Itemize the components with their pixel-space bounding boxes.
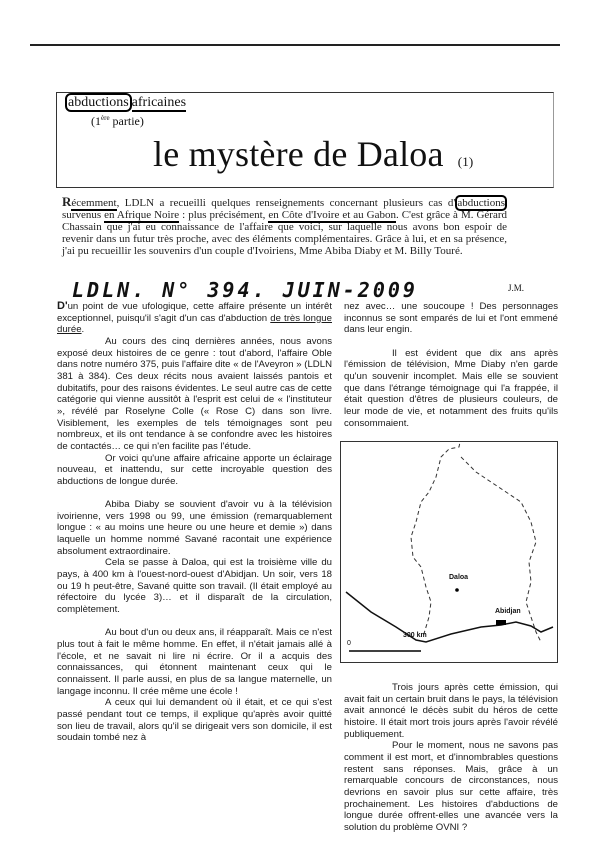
paragraph: Pour le moment, nous ne savons pas comment il est mort, et d'innombrables questions restent sans réponses. Mais, grâce à un remarquable concours de circonstances, nous devrions en savoir plus sur cette affaire, très prochainement. Les histoires d'abductions de longue durée offrent-elles une avancée vers la solution du problème OVNI ? — [344, 740, 558, 833]
paragraph: Trois jours après cette émission, qui avait fait un certain bruit dans le pays, la télévision avait annoncé le décès subit du héros de cette histoire. Il était mort trois jours après l'avoir révélé publiquement. — [344, 682, 558, 740]
map-figure — [340, 441, 558, 663]
intro-paragraph — [62, 196, 507, 257]
scale-zero: 0 — [347, 640, 351, 647]
paragraph: Or voici qu'une affaire africaine apporte un éclairage nouveau, et inattendu, sur cette incroyable question des abductions de longue durée. — [57, 452, 332, 487]
scale-label: 300 km — [403, 632, 427, 639]
paragraph: Au bout d'un ou deux ans, il réapparaît. Mais ce n'est plus tout à fait le même homme. En effet, il n'était jamais allé à l'école, et ne savait ni lire ni écrire. Or il a acquis des connaissances, qui étonnent maintenant ceux qui le connaissent. Il parle aussi, en plus de sa langue maternelle, un langage inconnu. Il crée même une école ! — [57, 627, 332, 697]
paragraph: A ceux qui lui demandent où il était, et ce qui s'est passé pendant tout ce temps, il explique qu'après avoir quitté son lieu de travail, alors qu'il se dirigeait vers son domicile, il est soudain tombé nez à — [57, 697, 332, 744]
border-line — [411, 442, 461, 637]
intro-underlined: écemment — [71, 197, 117, 209]
map-label-daloa: Daloa — [449, 574, 469, 581]
paragraph — [57, 301, 332, 336]
kicker-word: africaines — [131, 95, 187, 110]
paragraph: Au cours des cinq dernières années, nous avons exposé deux histoires de ce genre : tout d'abord, l'affaire Oble dans notre numéro 375, puis l'affaire dite « de l'Aveyron » (LDLN 381 à 384). Ces deux récits nous avaient laissés pantois et dubitatifs, pour des raisons évidentes. Le seul autre cas de cette catégorie qui vienne aussitôt à l'esprit est celui de « l'instituteur », révélé par Roselyne Colle (« Rose C) dans son livre. Visiblement, les exemples de tels témoignages sont peu nombreux, et ils ont tendance à se confondre avec les histoires de contactés… ce qui n'en facilite pas l'étude. — [57, 335, 332, 452]
intro-text: , LDLN a recueilli quelques renseignements concernant plusieurs cas d' — [116, 197, 456, 209]
daloa-dot — [455, 588, 459, 592]
page-title — [153, 133, 473, 183]
intro-text: . C'est grâce à M. Gérard Chassain que j'ai eu connaissance de l'affaire que voici, sur laquelle nous avons bon espoir de revenir dans un futur très proche, avec des éléments complémentaires. Grâce à lui, et en sa présence, j'ai pu recueillir les souvenirs d'un couple d'Ivoiriens, Mme Abiba Diaby et M. Billy Touré. — [62, 209, 508, 257]
paragraph: Il est évident que dix ans après l'émission de télévision, Mme Diaby n'en garde qu'un souvenir incomplet. Mais elle se souvient que dans l'étrange témoignage qui l'a frappée, il était question d'êtres de plusieurs couleurs, de leur mode de vie, et notamment des fruits qu'ils consommaient. — [344, 347, 558, 429]
abidjan-marker — [496, 620, 506, 625]
paragraph: Cela se passe à Daloa, qui est la troisième ville du pays, à 400 km à l'ouest-nord-ouest d'Abidjan. Un soir, vers 18 ou 19 h peut-être, Savané quitte son travail. (Il était employé au réfectoire du lycée 3)… et il disparaît de la circulation, complètement. — [57, 557, 332, 615]
title-box — [56, 92, 554, 188]
section-kicker — [65, 95, 186, 111]
handwritten-reference: LDLN. N° 394. JUIN-2009 — [72, 278, 418, 302]
intro-underlined: en Côte d'Ivoire et au Gabon — [268, 209, 396, 221]
intro-text: survenus — [62, 209, 105, 221]
part-open: (1 — [91, 114, 101, 128]
text: . — [81, 324, 85, 336]
part-close: partie) — [109, 114, 144, 128]
dropcap: D' — [57, 300, 68, 312]
dropcap: R — [62, 194, 72, 209]
map-label-abidjan: Abidjan — [495, 608, 521, 615]
intro-text: : plus précisément, — [179, 209, 269, 221]
part-number — [91, 114, 144, 128]
intro-circled: abductions — [457, 197, 505, 209]
ivory-coast-map — [341, 442, 556, 661]
title-note: (1) — [457, 154, 474, 169]
author-initials: J.M. — [508, 283, 525, 293]
right-column-top — [344, 301, 558, 429]
paragraph: Abiba Diaby se souvient d'avoir vu à la télévision ivoirienne, vers 1998 ou 99, une émission (remarquablement longue : « au moins une heure ou une heure et demie ») dans laquelle un homme nommé Savané racontait une expérience absolument extraordinaire. — [57, 499, 332, 557]
title-text: le mystère de Daloa — [153, 134, 444, 174]
text: un point de vue ufologique, cette affaire présente un intérêt exceptionnel, puisqu'il s'agit d'un cas d'abduction — [57, 301, 332, 324]
right-column-bottom — [344, 682, 558, 834]
left-column — [57, 301, 332, 744]
top-rule — [30, 44, 560, 46]
underlined-text: de très longue durée — [57, 312, 332, 336]
part-sup: ère — [101, 114, 110, 122]
paragraph: nez avec… une soucoupe ! Des personnages inconnus se sont emparés de lui et l'ont emmené dans leur engin. — [344, 301, 558, 336]
intro-underlined: en Afrique Noire — [104, 209, 180, 221]
kicker-circled-word: abductions — [65, 93, 132, 112]
coastline — [346, 592, 553, 642]
